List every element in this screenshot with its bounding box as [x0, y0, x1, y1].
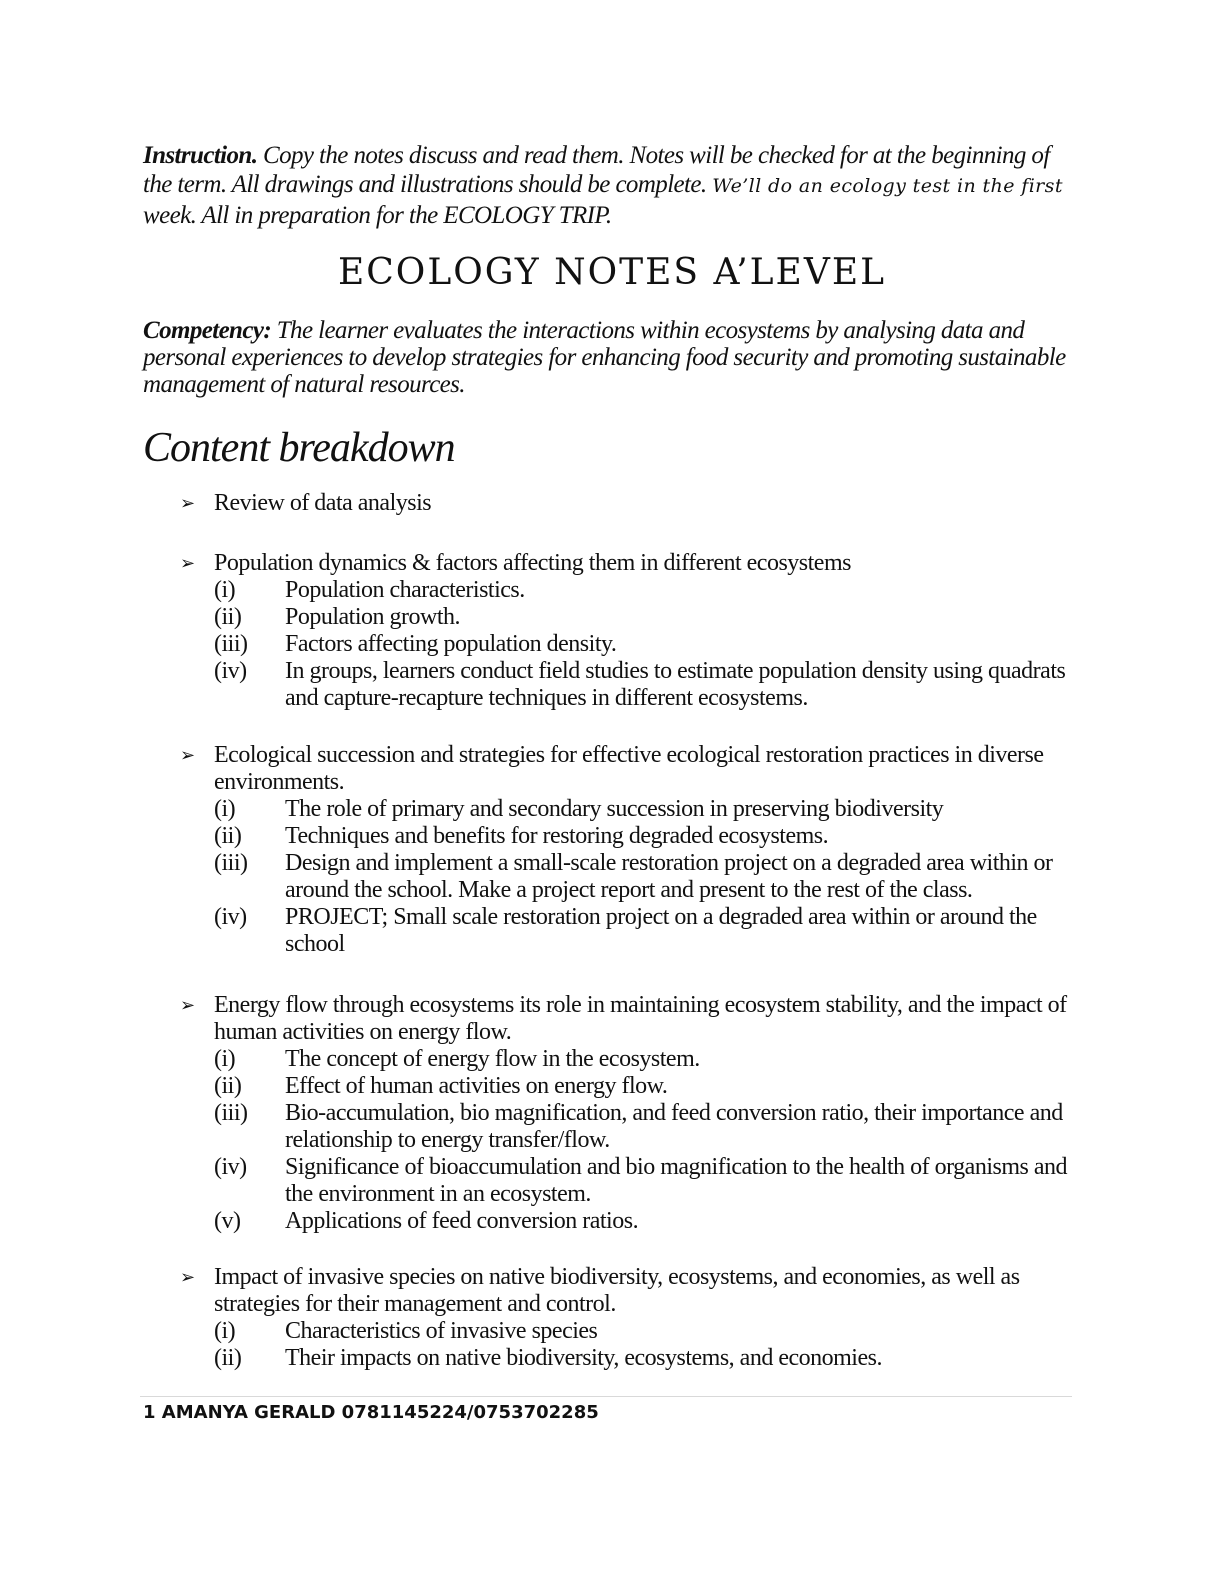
subtopic-text: Characteristics of invasive species: [285, 1318, 598, 1344]
subtopic-text: In groups, learners conduct field studies to estimate population density using quadrats and capture-recapture techniques in different ecosystems.: [285, 658, 1066, 711]
topic-item: [180, 550, 1070, 712]
topic-item: [180, 490, 1070, 517]
instruction-lead: Instruction.: [143, 142, 258, 169]
subtopic-item: [214, 904, 1070, 958]
subtopic-text: Their impacts on native biodiversity, ecosystems, and economies.: [285, 1345, 882, 1371]
subtopic-item: [214, 1318, 1070, 1345]
subtopic-number: (ii): [214, 1073, 242, 1099]
topic-item: [180, 1264, 1070, 1372]
subtopic-item: [214, 604, 1070, 631]
subtopic-number: (iii): [214, 850, 248, 876]
topic-text: Ecological succession and strategies for effective ecological restoration practices in diverse environments.: [214, 742, 1044, 795]
arrow-bullet-icon: ➢: [180, 1267, 195, 1288]
section-heading: Content breakdown: [143, 425, 455, 471]
subtopic-item: [214, 1046, 1070, 1073]
subtopic-text: Significance of bioaccumulation and bio magnification to the health of organisms and the environment in an ecosystem.: [285, 1154, 1068, 1207]
competency-paragraph: [143, 317, 1073, 398]
subtopic-number: (i): [214, 1046, 236, 1072]
subtopic-text: The role of primary and secondary succession in preserving biodiversity: [285, 796, 944, 822]
subtopic-item: [214, 577, 1070, 604]
subtopic-text: Bio-accumulation, bio magnification, and feed conversion ratio, their importance and relationship to energy transfer/flow.: [285, 1100, 1063, 1153]
subtopic-number: (ii): [214, 604, 242, 630]
instruction-paragraph: [143, 141, 1083, 230]
subtopic-number: (iii): [214, 1100, 248, 1126]
instruction-alt-text: We’ll do an ecology test in the first: [712, 175, 1063, 197]
topic-item: [180, 742, 1070, 958]
subtopic-number: (i): [214, 1318, 236, 1344]
competency-text: The learner evaluates the interactions within ecosystems by analysing data and personal experiences to develop strategies for enhancing food security and promoting sustainable management of natural resources.: [143, 317, 1066, 398]
arrow-bullet-icon: ➢: [180, 493, 195, 514]
subtopic-text: PROJECT; Small scale restoration project on a degraded area within or around the school: [285, 904, 1037, 957]
subtopic-number: (i): [214, 796, 236, 822]
footer-divider: [140, 1396, 1072, 1397]
subtopic-item: [214, 1208, 1070, 1235]
arrow-bullet-icon: ➢: [180, 553, 195, 574]
subtopic-number: (iii): [214, 631, 248, 657]
subtopic-number: (iv): [214, 1154, 247, 1180]
subtopic-text: Design and implement a small-scale restoration project on a degraded area within or around the school. Make a project report and present to the rest of the class.: [285, 850, 1053, 903]
instruction-text: Copy the notes discuss and read them. Notes will be checked for at the beginning of the term. All drawings and illustrations should be complete.: [143, 142, 1050, 198]
arrow-bullet-icon: ➢: [180, 745, 195, 766]
subtopic-text: Population growth.: [285, 604, 460, 630]
subtopic-item: [214, 1073, 1070, 1100]
subtopic-number: (ii): [214, 1345, 242, 1371]
subtopic-number: (iv): [214, 904, 247, 930]
subtopic-number: (v): [214, 1208, 241, 1234]
topic-text: Review of data analysis: [214, 490, 432, 516]
topic-text: Impact of invasive species on native biodiversity, ecosystems, and economies, as well as strategies for their management and control.: [214, 1264, 1020, 1317]
subtopic-number: (iv): [214, 658, 247, 684]
subtopic-text: Techniques and benefits for restoring degraded ecosystems.: [285, 823, 829, 849]
subtopic-item: [214, 1100, 1070, 1154]
page-title: ECOLOGY NOTES A’LEVEL: [337, 252, 887, 293]
subtopic-item: [214, 1154, 1070, 1208]
subtopic-item: [214, 1345, 1070, 1372]
topic-item: [180, 992, 1070, 1235]
competency-lead: Competency:: [143, 317, 272, 344]
topic-text: Energy flow through ecosystems its role in maintaining ecosystem stability, and the impact of human activities on energy flow.: [214, 992, 1067, 1045]
topic-text: Population dynamics & factors affecting them in different ecosystems: [214, 550, 851, 576]
subtopic-item: [214, 796, 1070, 823]
subtopic-item: [214, 823, 1070, 850]
subtopic-item: [214, 631, 1070, 658]
subtopic-text: Population characteristics.: [285, 577, 525, 603]
subtopic-number: (ii): [214, 823, 242, 849]
subtopic-text: The concept of energy flow in the ecosystem.: [285, 1046, 700, 1072]
subtopic-item: [214, 658, 1070, 712]
subtopic-text: Applications of feed conversion ratios.: [285, 1208, 639, 1234]
page-footer: 1 AMANYA GERALD 0781145224/0753702285: [143, 1402, 599, 1423]
arrow-bullet-icon: ➢: [180, 995, 195, 1016]
instruction-tail: week. All in preparation for the ECOLOGY TRIP.: [143, 202, 612, 229]
subtopic-text: Factors affecting population density.: [285, 631, 617, 657]
subtopic-text: Effect of human activities on energy flow.: [285, 1073, 668, 1099]
subtopic-item: [214, 850, 1070, 904]
subtopic-number: (i): [214, 577, 236, 603]
